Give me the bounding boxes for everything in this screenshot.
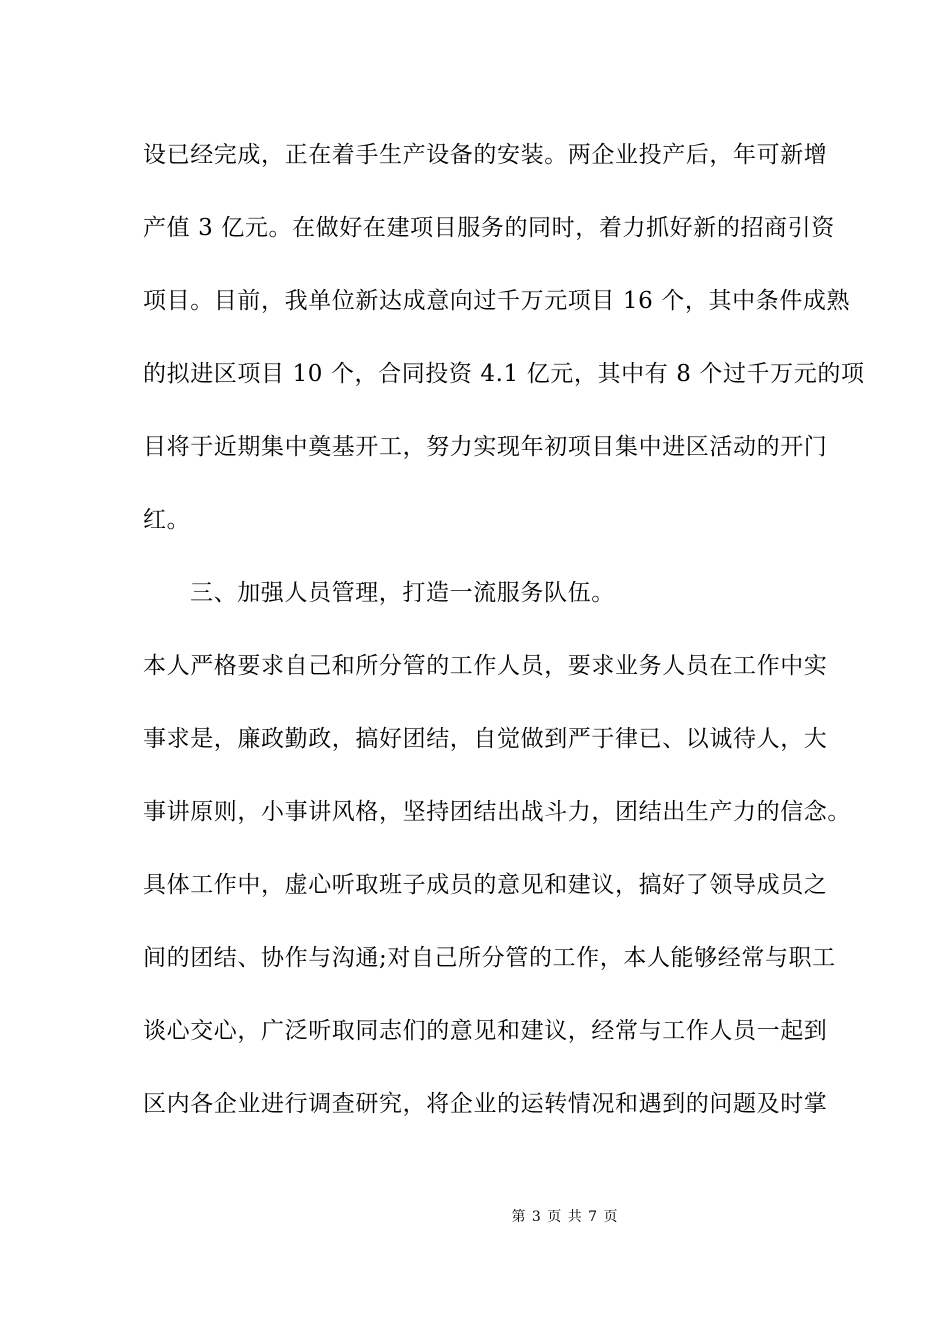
- page-number-footer: 第 3 页 共 7 页: [511, 1209, 619, 1225]
- text-line-11: 具体工作中，虚心听取班子成员的意见和建议，搞好了领导成员之: [143, 872, 828, 898]
- text-line-5: 目将于近期集中奠基开工，努力实现年初项目集中进区活动的开门: [143, 434, 828, 460]
- text-line-2: 产值 3 亿元。在做好在建项目服务的同时，着力抓好新的招商引资: [143, 215, 835, 241]
- text-line-9: 事求是，廉政勤政，搞好团结，自觉做到严于律已、以诚待人，大: [143, 726, 828, 752]
- text-line-10: 事讲原则，小事讲风格，坚持团结出战斗力，团结出生产力的信念。: [143, 799, 851, 825]
- section-heading: 三、加强人员管理，打造一流服务队伍。: [190, 580, 615, 606]
- text-line-8: 本人严格要求自己和所分管的工作人员，要求业务人员在工作中实: [143, 653, 828, 679]
- text-line-12: 间的团结、协作与沟通;对自己所分管的工作，本人能够经常与职工: [143, 945, 836, 971]
- text-line-14: 区内各企业进行调查研究，将企业的运转情况和遇到的问题及时掌: [143, 1091, 828, 1117]
- text-line-13: 谈心交心，广泛听取同志们的意见和建议，经常与工作人员一起到: [143, 1018, 828, 1044]
- text-line-1: 设已经完成，正在着手生产设备的安装。两企业投产后，年可新增: [143, 142, 828, 168]
- text-line-4: 的拟进区项目 10 个，合同投资 4.1 亿元，其中有 8 个过千万元的项: [143, 361, 865, 387]
- text-line-3: 项目。目前，我单位新达成意向过千万元项目 16 个，其中条件成熟: [143, 288, 851, 314]
- text-line-6: 红。: [143, 507, 191, 533]
